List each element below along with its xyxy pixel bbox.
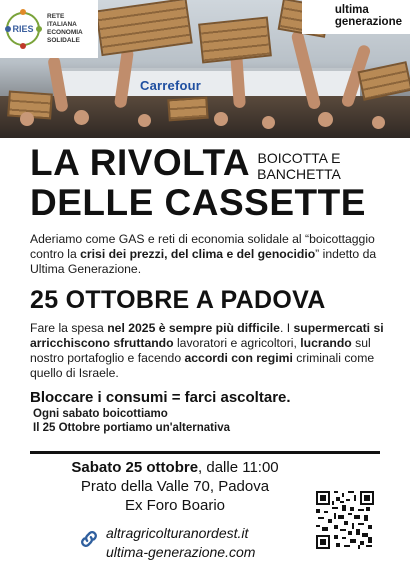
ries-dot-icon — [20, 9, 26, 15]
body-paragraph — [30, 321, 384, 381]
ries-line: SOLIDALE — [47, 37, 80, 44]
event-info — [40, 458, 310, 515]
body-text: criminali come quello di Israele. — [30, 351, 375, 380]
ug-line: ultima — [334, 4, 369, 16]
body-highlight: supermercati si arricchiscono sfruttando — [30, 321, 384, 350]
call-line-2: Il 25 Ottobre portiamo un'alternativa — [33, 422, 230, 434]
intro-paragraph — [30, 232, 384, 277]
call-heading: Bloccare i consumi = farci ascoltare. — [30, 389, 291, 406]
title-block — [30, 144, 380, 224]
header-photo — [0, 0, 410, 138]
ries-line: ITALIANA — [47, 21, 77, 28]
link-altragricoltura[interactable]: altragricolturanordest.it — [106, 525, 249, 541]
person-head — [138, 114, 151, 127]
crate — [167, 97, 208, 122]
subtitle-line-2: BANCHETTA — [257, 166, 341, 182]
crate — [198, 16, 272, 63]
person-head — [262, 116, 275, 129]
person-head — [318, 112, 333, 127]
intro-highlight: crisi dei prezzi, del clima e del genocidio — [80, 247, 316, 261]
ries-name — [47, 13, 83, 45]
event-place-2: Ex Foro Boario — [124, 497, 226, 514]
qr-code-icon[interactable] — [316, 491, 374, 549]
ries-mark — [6, 12, 40, 46]
ultima-generazione-logo — [302, 0, 410, 34]
title-line-2: DELLE CASSETTE — [30, 182, 366, 223]
body-text: sul nostro portafoglio e facendo — [30, 336, 371, 365]
ug-line: generazione — [334, 16, 402, 28]
call-line-1: Ogni sabato boicottiamo — [33, 408, 168, 420]
ries-logo — [0, 0, 98, 58]
divider — [30, 451, 380, 454]
link-ultima-generazione[interactable]: ultima-generazione.com — [106, 544, 256, 560]
ries-dot-icon — [36, 26, 42, 32]
body-text: Fare la spesa — [30, 321, 108, 335]
person-head — [214, 112, 228, 126]
body-highlight: lucrando — [300, 336, 352, 350]
event-datetime — [40, 458, 310, 477]
body-highlight: nel 2025 è sempre più difficile — [107, 321, 280, 335]
crate — [95, 0, 193, 56]
date-headline: 25 OTTOBRE A PADOVA — [30, 286, 326, 314]
call-block — [30, 389, 380, 435]
person-head — [20, 112, 34, 126]
crate — [357, 61, 410, 101]
subtitle-line-1: BOICOTTA E — [257, 150, 341, 166]
ries-line: ECONOMIA — [47, 29, 83, 36]
person-head — [74, 110, 89, 125]
person-head — [372, 116, 385, 129]
title-line-1: LA RIVOLTA — [30, 142, 251, 183]
event-time: , dalle 11:00 — [198, 459, 279, 476]
body-text: . I — [279, 321, 294, 335]
event-place-1: Prato della Valle 70, Padova — [80, 478, 270, 495]
link-icon — [78, 528, 100, 550]
ries-line: RETE — [47, 13, 65, 20]
body-highlight: accordi con regimi — [184, 351, 293, 365]
ries-dot-icon — [5, 26, 11, 32]
ries-mark-text: RIES — [12, 24, 34, 34]
intro-text-end: ” indetto da Ultima Generazione. — [30, 247, 377, 276]
links — [106, 524, 255, 562]
intro-text: Aderiamo come GAS e reti di economia solidale al “boicottaggio contro la — [30, 232, 375, 261]
body-text: lavoratori e agricoltori, — [173, 336, 301, 350]
ries-dot-icon — [20, 43, 26, 49]
event-date: Sabato 25 ottobre — [71, 459, 199, 476]
subtitle — [253, 150, 345, 182]
store-sign: Carrefour — [140, 78, 202, 93]
